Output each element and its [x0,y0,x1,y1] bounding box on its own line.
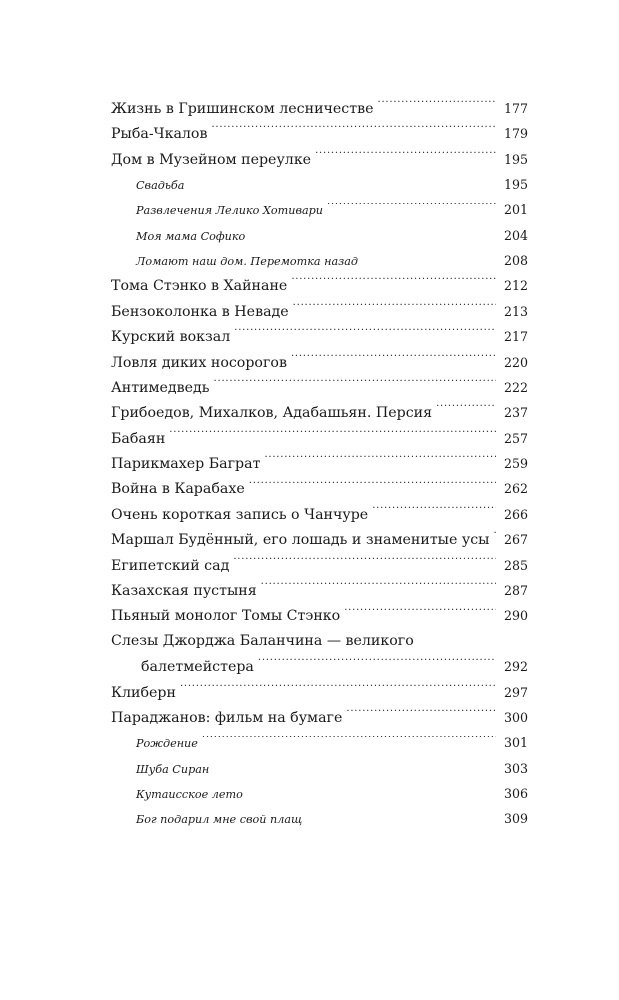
dot-leader [346,708,496,722]
dot-leader [180,682,496,696]
toc-entry-title-continuation: балетмейстера [141,659,254,676]
toc-entry-page: 177 [503,101,528,116]
dot-leader [249,479,496,493]
toc-entry-title: Клиберн [111,684,176,701]
dot-leader [214,378,496,392]
dot-leader [362,254,496,265]
toc-entry [111,400,528,425]
dot-leader [327,203,496,214]
toc-entry-title: Шуба Сиран [136,762,210,776]
dot-leader [211,124,496,138]
toc-entry-page: 179 [503,126,528,142]
toc-entry-title: Слезы Джорджа Баланчина — великого [111,632,414,649]
toc-entry [111,96,528,121]
dot-leader [315,150,496,164]
dot-leader [169,429,496,443]
toc-entry [111,603,528,628]
toc-entry [111,147,528,172]
toc-entry-page: 208 [503,253,528,269]
dot-leader [233,555,496,569]
dot-leader [372,505,496,519]
dot-leader [202,736,496,747]
toc-entry-page: 259 [503,456,528,472]
toc-entry-title: Бензоколонка в Неваде [111,303,289,320]
toc-entry-title: Моя мама Софико [136,229,246,243]
toc-entry-title: Рождение [136,737,198,751]
toc-entry [111,502,528,527]
toc-entry-page: 257 [503,430,528,446]
toc-entry-page: 297 [503,684,528,700]
toc-entry-title: Грибоедов, Михалков, Адабашьян. Персия [111,405,433,422]
dot-leader [344,606,496,620]
toc-entry-page: 220 [503,354,528,370]
toc-entry-multiline [111,629,528,654]
dot-leader [258,657,496,671]
toc-entry-page: 290 [503,608,528,624]
toc-entry-page: 262 [503,481,528,497]
toc-entry-title: Жизнь в Гришинском лесничестве [111,101,374,117]
toc-entry-title: Кутаисское лето [136,787,243,801]
dot-leader [436,403,496,417]
toc-entry-title: Параджанов: фильм на бумаге [111,710,343,726]
dot-leader [291,352,496,366]
dot-leader [493,530,496,544]
toc-entry-title: Антимедведь [111,379,210,396]
toc-subentry [111,197,528,222]
toc-subentry [111,781,528,806]
toc-entry-title: Египетский сад [111,557,230,574]
toc-entry-page: 306 [503,785,528,801]
toc-subentry [111,806,528,831]
toc-entry [111,324,528,349]
dot-leader [377,99,496,113]
dot-leader [261,581,496,595]
toc-entry-page: 267 [503,532,528,548]
toc-entry-title: Свадьба [136,179,185,193]
toc-entry-title: Бабаян [111,430,166,447]
toc-entry-title: Казахская пустыня [111,583,257,600]
toc-entry-page: 300 [503,710,528,725]
toc-entry [111,476,528,501]
toc-entry-title: Тома Стэнко в Хайнане [111,278,288,295]
toc-entry-title: Рыба-Чкалов [111,126,208,143]
dot-leader [306,812,496,823]
toc-entry-page: 213 [503,303,528,319]
toc-subentry [111,223,528,248]
toc-entry-page: 217 [503,329,528,345]
dot-leader [213,762,496,773]
dot-leader [234,327,496,341]
toc-entry-page: 301 [503,735,528,751]
toc-entry-title: Война в Карабахе [111,481,245,498]
toc-entry-page: 303 [503,760,528,776]
toc-entry [111,426,528,451]
toc-entry-page: 222 [503,379,528,395]
toc-entry-title: Развлечения Лелико Хотивари [136,204,323,218]
toc-entry-page: 195 [503,177,528,193]
toc-entry-title: Пьяный монолог Томы Стэнко [111,608,341,625]
toc-entry-page: 212 [503,278,528,294]
toc-entry-page: 309 [503,811,528,827]
toc-entry [111,553,528,578]
toc-entry-title: Очень короткая запись о Чанчуре [111,506,369,523]
toc-entry [111,451,528,476]
dot-leader [247,787,496,798]
toc-entry-page: 237 [503,405,528,421]
toc-entry-page: 292 [503,659,528,675]
table-of-contents [111,96,528,832]
toc-entry [111,350,528,375]
toc-entry [111,375,528,400]
toc-entry [111,527,528,552]
toc-entry-title: Ловля диких носорогов [111,354,287,371]
toc-entry-continuation [111,654,528,679]
toc-subentry [111,172,528,197]
dot-leader [291,276,496,290]
toc-entry-title: Курский вокзал [111,329,231,346]
toc-entry-page: 285 [503,557,528,573]
toc-entry-title: Дом в Музейном переулке [111,151,312,168]
toc-entry-title: Ломают наш дом. Перемотка назад [136,255,359,269]
toc-subentry [111,730,528,755]
toc-entry [111,121,528,146]
dot-leader [188,178,496,189]
toc-entry-page: 195 [503,151,528,167]
toc-entry [111,705,528,730]
toc-entry-title: Бог подарил мне свой плащ [136,813,303,827]
toc-entry-page: 287 [503,583,528,599]
toc-entry-page: 266 [503,506,528,522]
toc-entry [111,680,528,705]
dot-leader [249,229,496,240]
toc-subentry [111,248,528,273]
toc-entry [111,273,528,298]
dot-leader [264,454,496,468]
toc-entry-title: Парикмахер Баграт [111,456,261,473]
toc-subentry [111,756,528,781]
dot-leader [293,302,496,316]
toc-entry-page: 201 [503,202,528,218]
toc-entry-page: 204 [503,227,528,243]
toc-entry [111,578,528,603]
toc-entry [111,299,528,324]
toc-entry-title: Маршал Будённый, его лошадь и знаменитые усы [111,532,490,549]
